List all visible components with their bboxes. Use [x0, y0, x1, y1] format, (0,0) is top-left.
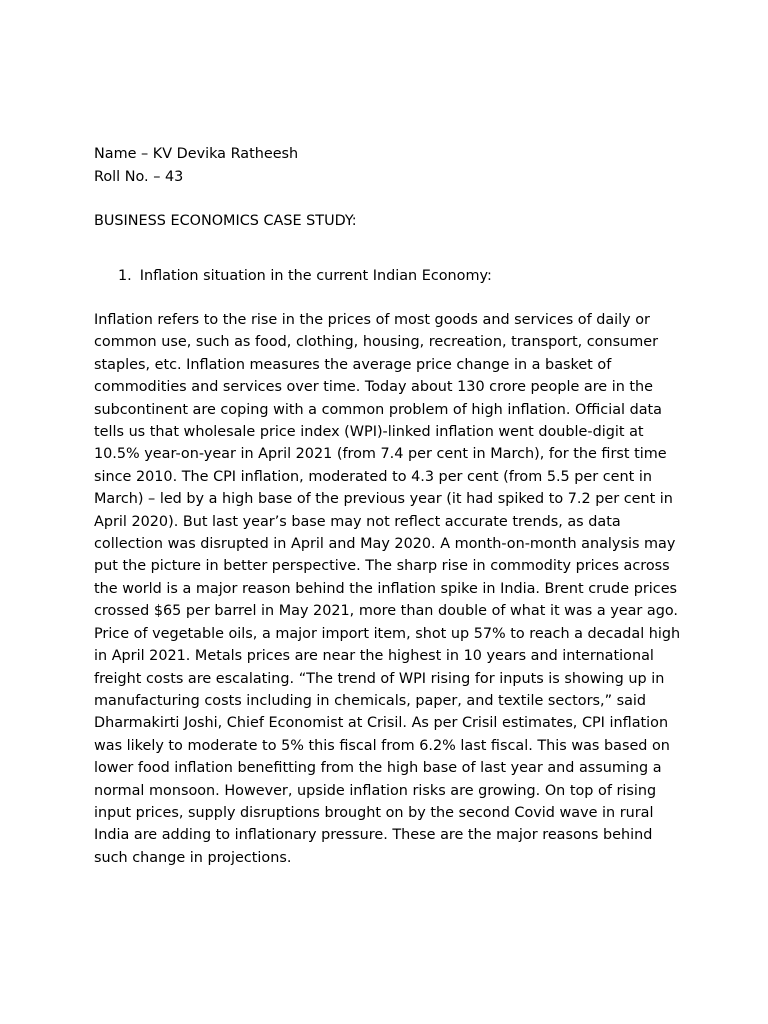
- case-study-title: BUSINESS ECONOMICS CASE STUDY:: [94, 213, 357, 229]
- list-item-number: 1.: [118, 267, 132, 284]
- body-paragraph: Inflation refers to the rise in the prices of most goods and services of daily or common use, such as food, clothing, housing, recreation, transport, consumer staples, etc. Inflation measures the average price change in a basket of commodities and services over time. Today about 130 crore people are in the subcontinent are coping with a common problem of high inflation. Official data tells us that wholesale price index (WPI)-linked inflation went double-digit at 10.5% year-on-year in April 2021 (from 7.4 per cent in March), for the first time since 2010. The CPI inflation, moderated to 4.3 per cent (from 5.5 per cent in March) – led by a high base of the previous year (it had spiked to 7.2 per cent in April 2020). But last year’s base may not reflect accurate trends, as data collection was disrupted in April and May 2020. A month-on-month analysis may put the picture in better perspective. The sharp rise in commodity prices across the world is a major reason behind the inflation spike in India. Brent crude prices crossed $65 per barrel in May 2021, more than double of what it was a year ago. Price of vegetable oils, a major import item, shot up 57% to reach a decadal high in April 2021. Metals prices are near the highest in 10 years and international freight costs are escalating. “The trend of WPI rising for inputs is showing up in manufacturing costs including in chemicals, paper, and textile sectors,” said Dharmakirti Joshi, Chief Economist at Crisil. As per Crisil estimates, CPI inflation was likely to moderate to 5% this fiscal from 6.2% last fiscal. This was based on lower food inflation benefitting from the high base of last year and assuming a normal monsoon. However, upside inflation risks are growing. On top of rising input prices, supply disruptions brought on by the second Covid wave in rural India are adding to inflationary pressure. These are the major reasons behind such change in projections.: [94, 312, 681, 866]
- student-name-line: Name – KV Devika Ratheesh: [94, 146, 299, 162]
- numbered-list-item: [94, 265, 684, 288]
- list-item-heading: Inflation situation in the current Indian Economy:: [139, 267, 492, 284]
- roll-number-line: Roll No. – 43: [94, 168, 184, 185]
- document-content: [94, 143, 684, 869]
